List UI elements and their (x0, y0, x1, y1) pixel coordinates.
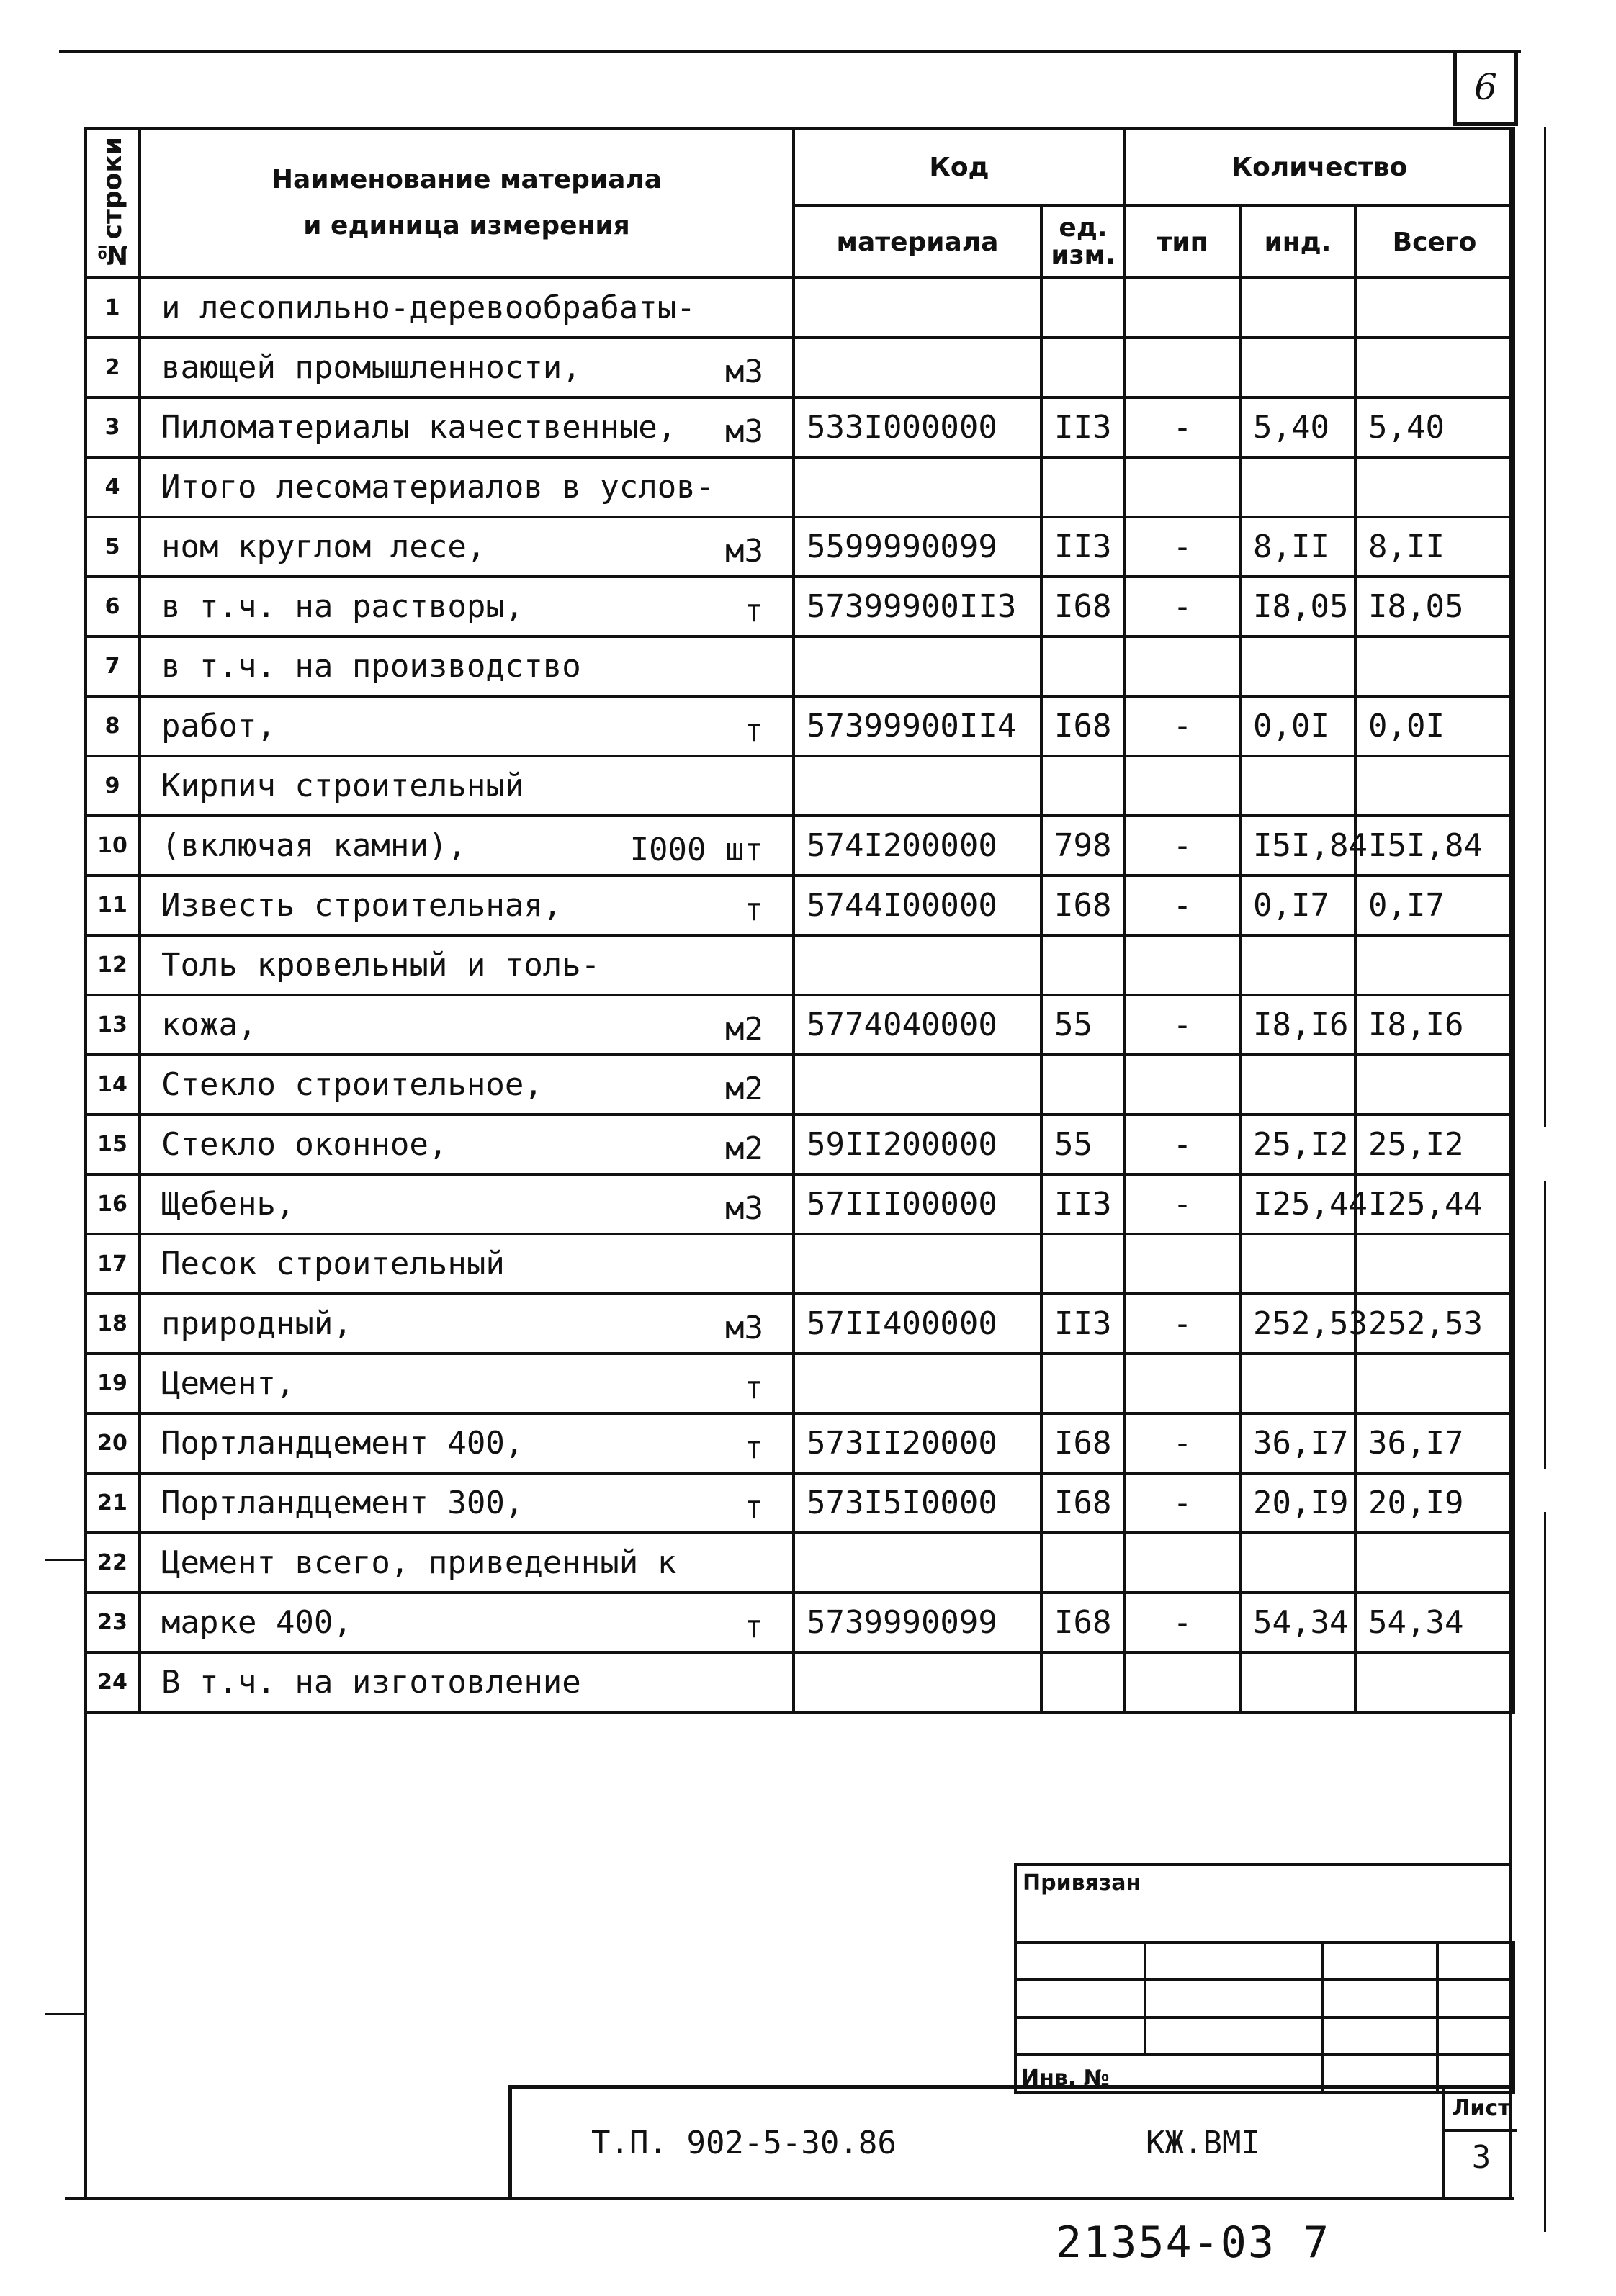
row-number: 14 (85, 1055, 140, 1115)
title-block-main (508, 2085, 1512, 2200)
sheet-number: 3 (1471, 2139, 1491, 2176)
total-value: I5I,84 (1355, 816, 1514, 875)
unit-code: I68 (1041, 1593, 1125, 1652)
material-name (140, 577, 794, 636)
total-value: I8,05 (1355, 577, 1514, 636)
table-row (85, 636, 1514, 696)
type-value: - (1125, 397, 1240, 457)
material-name-text: в т.ч. на производство (161, 648, 581, 685)
unit-code: 55 (1041, 1115, 1125, 1174)
table-row (85, 816, 1514, 875)
material-name-text: и лесопильно-деревообрабаты- (161, 289, 696, 326)
material-name (140, 1055, 794, 1115)
material-name-text: Кирпич строительный (161, 767, 524, 804)
total-value (1355, 1533, 1514, 1593)
ind-value: 0,I7 (1240, 875, 1355, 935)
material-name-text: Стекло оконное, (161, 1126, 448, 1163)
material-code (794, 1533, 1041, 1593)
material-code: 5744I00000 (794, 875, 1041, 935)
col-group-code: Код (794, 128, 1125, 206)
unit-of-measure: м3 (725, 1190, 763, 1227)
row-number: 12 (85, 935, 140, 995)
material-name (140, 1115, 794, 1174)
total-value (1355, 1234, 1514, 1294)
material-code: 59II200000 (794, 1115, 1041, 1174)
unit-code (1041, 278, 1125, 338)
unit-code: 798 (1041, 816, 1125, 875)
ind-value: I5I,84 (1240, 816, 1355, 875)
ind-value: 36,I7 (1240, 1413, 1355, 1473)
ind-value: I8,I6 (1240, 995, 1355, 1055)
type-value: - (1125, 1115, 1240, 1174)
material-code: 573II20000 (794, 1413, 1041, 1473)
material-code: 57399900II3 (794, 577, 1041, 636)
material-name (140, 517, 794, 577)
material-name-text: в т.ч. на растворы, (161, 588, 524, 625)
table-row (85, 1234, 1514, 1294)
page-number-box (1453, 50, 1518, 126)
type-value: - (1125, 875, 1240, 935)
row-number: 1 (85, 278, 140, 338)
material-name (140, 1413, 794, 1473)
material-code (794, 1652, 1041, 1712)
type-value: - (1125, 1294, 1240, 1354)
unit-of-measure: м3 (725, 1310, 763, 1346)
type-value (1125, 1055, 1240, 1115)
material-name-text: Песок строительный (161, 1246, 505, 1282)
material-name (140, 457, 794, 517)
unit-code (1041, 338, 1125, 397)
col-ind: инд. (1240, 206, 1355, 278)
material-name-text: марке 400, (161, 1604, 352, 1641)
unit-of-measure: т (744, 1429, 763, 1466)
unit-code: I68 (1041, 875, 1125, 935)
total-value (1355, 457, 1514, 517)
table-row (85, 1115, 1514, 1174)
unit-of-measure: м2 (725, 1130, 763, 1167)
table-row (85, 577, 1514, 636)
type-value: - (1125, 816, 1240, 875)
unit-of-measure: т (744, 712, 763, 749)
unit-code (1041, 1354, 1125, 1413)
total-value (1355, 756, 1514, 816)
total-value: 0,I7 (1355, 875, 1514, 935)
table-row (85, 1652, 1514, 1712)
material-code: 573I5I0000 (794, 1473, 1041, 1533)
unit-code: II3 (1041, 517, 1125, 577)
unit-code (1041, 935, 1125, 995)
table-row (85, 696, 1514, 756)
total-value (1355, 636, 1514, 696)
unit-code: I68 (1041, 577, 1125, 636)
type-value (1125, 756, 1240, 816)
material-code: 57399900II4 (794, 696, 1041, 756)
unit-of-measure: м3 (725, 413, 763, 450)
type-value (1125, 636, 1240, 696)
material-name (140, 278, 794, 338)
unit-code (1041, 457, 1125, 517)
ind-value: I8,05 (1240, 577, 1355, 636)
row-number: 17 (85, 1234, 140, 1294)
material-name-text: Щебень, (161, 1186, 295, 1223)
document-code: Т.П. 902-5-30.86 (591, 2125, 897, 2161)
unit-code: I68 (1041, 1473, 1125, 1533)
material-code: 5774040000 (794, 995, 1041, 1055)
ind-value (1240, 457, 1355, 517)
row-number: 3 (85, 397, 140, 457)
table-row (85, 1593, 1514, 1652)
material-code: 57II400000 (794, 1294, 1041, 1354)
table-row (85, 1473, 1514, 1533)
row-number: 15 (85, 1115, 140, 1174)
material-name-text: Цемент, (161, 1365, 295, 1402)
unit-code: II3 (1041, 1174, 1125, 1234)
unit-code: I68 (1041, 1413, 1125, 1473)
table-row (85, 1294, 1514, 1354)
table-row (85, 935, 1514, 995)
material-code (794, 1354, 1041, 1413)
unit-of-measure: м3 (725, 354, 763, 390)
material-name-text: природный, (161, 1305, 352, 1342)
type-value: - (1125, 995, 1240, 1055)
table-row (85, 995, 1514, 1055)
row-number: 16 (85, 1174, 140, 1234)
margin-tick (45, 1559, 85, 1561)
table-row (85, 756, 1514, 816)
row-number: 23 (85, 1593, 140, 1652)
row-number: 19 (85, 1354, 140, 1413)
material-code (794, 338, 1041, 397)
table-row (85, 338, 1514, 397)
material-name-text: Итого лесоматериалов в услов- (161, 469, 715, 505)
material-name (140, 756, 794, 816)
ind-value (1240, 338, 1355, 397)
material-name-text: Портландцемент 300, (161, 1485, 524, 1521)
unit-code: II3 (1041, 1294, 1125, 1354)
material-name (140, 1174, 794, 1234)
material-code: 5739990099 (794, 1593, 1041, 1652)
unit-code (1041, 636, 1125, 696)
material-name (140, 1354, 794, 1413)
total-value: I25,44 (1355, 1174, 1514, 1234)
material-name-text: ном круглом лесе, (161, 528, 486, 565)
type-value: - (1125, 696, 1240, 756)
inventory-number-label: Инв. № (1015, 2055, 1322, 2092)
row-number: 11 (85, 875, 140, 935)
material-code: 5599990099 (794, 517, 1041, 577)
material-name-text: Цемент всего, приведенный к (161, 1544, 677, 1581)
material-code: 533I000000 (794, 397, 1041, 457)
table-row (85, 1055, 1514, 1115)
ind-value (1240, 1055, 1355, 1115)
type-value (1125, 278, 1240, 338)
total-value: 54,34 (1355, 1593, 1514, 1652)
type-value (1125, 935, 1240, 995)
page-number: 6 (1474, 66, 1497, 108)
sheet-label: Лист (1445, 2096, 1517, 2132)
row-number: 7 (85, 636, 140, 696)
col-type: тип (1125, 206, 1240, 278)
material-name-text: Известь строительная, (161, 887, 562, 924)
total-value (1355, 278, 1514, 338)
material-code (794, 457, 1041, 517)
ind-value: 25,I2 (1240, 1115, 1355, 1174)
material-code (794, 756, 1041, 816)
unit-code (1041, 1652, 1125, 1712)
row-number: 9 (85, 756, 140, 816)
margin-tick (45, 2013, 85, 2015)
materials-table (84, 127, 1515, 1714)
material-name (140, 636, 794, 696)
unit-code (1041, 1533, 1125, 1593)
material-name-text: Стекло строительное, (161, 1066, 543, 1103)
row-number: 13 (85, 995, 140, 1055)
col-material-name: Наименование материала и единица измерения (140, 128, 794, 278)
total-value: 20,I9 (1355, 1473, 1514, 1533)
ind-value (1240, 1234, 1355, 1294)
material-code (794, 1055, 1041, 1115)
row-number: 4 (85, 457, 140, 517)
unit-of-measure: I000 шт (629, 832, 763, 868)
material-name (140, 995, 794, 1055)
top-rule (59, 50, 1521, 53)
ind-value: 0,0I (1240, 696, 1355, 756)
unit-code (1041, 1055, 1125, 1115)
ind-value: 54,34 (1240, 1593, 1355, 1652)
row-number: 2 (85, 338, 140, 397)
material-name (140, 1234, 794, 1294)
type-value: - (1125, 1174, 1240, 1234)
row-number: 22 (85, 1533, 140, 1593)
table-row (85, 517, 1514, 577)
ind-value (1240, 1533, 1355, 1593)
col-material-code: материала (794, 206, 1041, 278)
unit-of-measure: т (744, 1608, 763, 1645)
total-value: 252,53 (1355, 1294, 1514, 1354)
unit-code: II3 (1041, 397, 1125, 457)
type-value: - (1125, 517, 1240, 577)
linked-label: Привязан (1023, 1870, 1141, 1896)
ind-value (1240, 636, 1355, 696)
total-value: 8,II (1355, 517, 1514, 577)
material-code (794, 636, 1041, 696)
total-value: I8,I6 (1355, 995, 1514, 1055)
table-row (85, 875, 1514, 935)
col-unit: ед. изм. (1041, 206, 1125, 278)
type-value (1125, 457, 1240, 517)
material-name (140, 1294, 794, 1354)
total-value: 25,I2 (1355, 1115, 1514, 1174)
row-number: 5 (85, 517, 140, 577)
right-margin-rule (1544, 1512, 1546, 2232)
col-row-number: №строки (85, 128, 140, 278)
unit-code: 55 (1041, 995, 1125, 1055)
row-number: 24 (85, 1652, 140, 1712)
ind-value: 20,I9 (1240, 1473, 1355, 1533)
unit-of-measure: м2 (725, 1011, 763, 1048)
material-name (140, 1473, 794, 1533)
right-margin-rule (1544, 127, 1546, 1127)
archive-stamp: 21354-03 7 (1056, 2218, 1331, 2268)
material-name (140, 696, 794, 756)
row-number: 20 (85, 1413, 140, 1473)
material-name-text: (включая камни), (161, 827, 467, 864)
material-code: 574I200000 (794, 816, 1041, 875)
material-name-text: Портландцемент 400, (161, 1425, 524, 1462)
type-value (1125, 1234, 1240, 1294)
ind-value: 8,II (1240, 517, 1355, 577)
row-number: 18 (85, 1294, 140, 1354)
material-code (794, 935, 1041, 995)
table-row (85, 457, 1514, 517)
type-value (1125, 1652, 1240, 1712)
drawing-mark: КЖ.ВМI (1146, 2125, 1260, 2161)
table-row (85, 1174, 1514, 1234)
type-value: - (1125, 1593, 1240, 1652)
type-value (1125, 1533, 1240, 1593)
unit-of-measure: т (744, 1369, 763, 1406)
row-number: 6 (85, 577, 140, 636)
ind-value: I25,44 (1240, 1174, 1355, 1234)
total-value: 36,I7 (1355, 1413, 1514, 1473)
row-number: 8 (85, 696, 140, 756)
unit-code (1041, 1234, 1125, 1294)
unit-code: I68 (1041, 696, 1125, 756)
material-name (140, 1593, 794, 1652)
material-name-text: работ, (161, 708, 276, 744)
ind-value (1240, 935, 1355, 995)
unit-of-measure: м3 (725, 533, 763, 570)
sheet-box (1442, 2089, 1517, 2200)
material-code (794, 278, 1041, 338)
total-value: 0,0I (1355, 696, 1514, 756)
type-value (1125, 1354, 1240, 1413)
material-name (140, 397, 794, 457)
material-name-text: вающей промышленности, (161, 349, 581, 386)
unit-code (1041, 756, 1125, 816)
right-margin-rule (1544, 1181, 1546, 1469)
total-value (1355, 1652, 1514, 1712)
row-number: 10 (85, 816, 140, 875)
material-name (140, 1652, 794, 1712)
col-total: Всего (1355, 206, 1514, 278)
material-name-text: кожа, (161, 1007, 257, 1043)
ind-value (1240, 278, 1355, 338)
material-code (794, 1234, 1041, 1294)
title-block-grid (1014, 1941, 1515, 2094)
ind-value (1240, 1652, 1355, 1712)
material-name (140, 1533, 794, 1593)
material-name-text: В т.ч. на изготовление (161, 1664, 581, 1701)
unit-of-measure: т (744, 593, 763, 629)
table-row (85, 278, 1514, 338)
material-name-text: Пиломатериалы качественные, (161, 409, 677, 446)
ind-value: 5,40 (1240, 397, 1355, 457)
material-name-text: Толь кровельный и толь- (161, 947, 601, 983)
material-name (140, 816, 794, 875)
table-row (85, 397, 1514, 457)
unit-of-measure: т (744, 1489, 763, 1526)
total-value (1355, 1055, 1514, 1115)
type-value: - (1125, 577, 1240, 636)
col-group-quantity: Количество (1125, 128, 1514, 206)
total-value (1355, 1354, 1514, 1413)
ind-value (1240, 1354, 1355, 1413)
row-number: 21 (85, 1473, 140, 1533)
table-row (85, 1413, 1514, 1473)
material-name (140, 875, 794, 935)
material-name (140, 935, 794, 995)
material-name (140, 338, 794, 397)
ind-value: 252,53 (1240, 1294, 1355, 1354)
unit-of-measure: т (744, 891, 763, 928)
material-code: 57III00000 (794, 1174, 1041, 1234)
table-row (85, 1533, 1514, 1593)
type-value (1125, 338, 1240, 397)
type-value: - (1125, 1413, 1240, 1473)
total-value (1355, 935, 1514, 995)
unit-of-measure: м2 (725, 1071, 763, 1107)
total-value: 5,40 (1355, 397, 1514, 457)
table-row (85, 1354, 1514, 1413)
total-value (1355, 338, 1514, 397)
type-value: - (1125, 1473, 1240, 1533)
ind-value (1240, 756, 1355, 816)
title-block-linked (1014, 1863, 1512, 1944)
